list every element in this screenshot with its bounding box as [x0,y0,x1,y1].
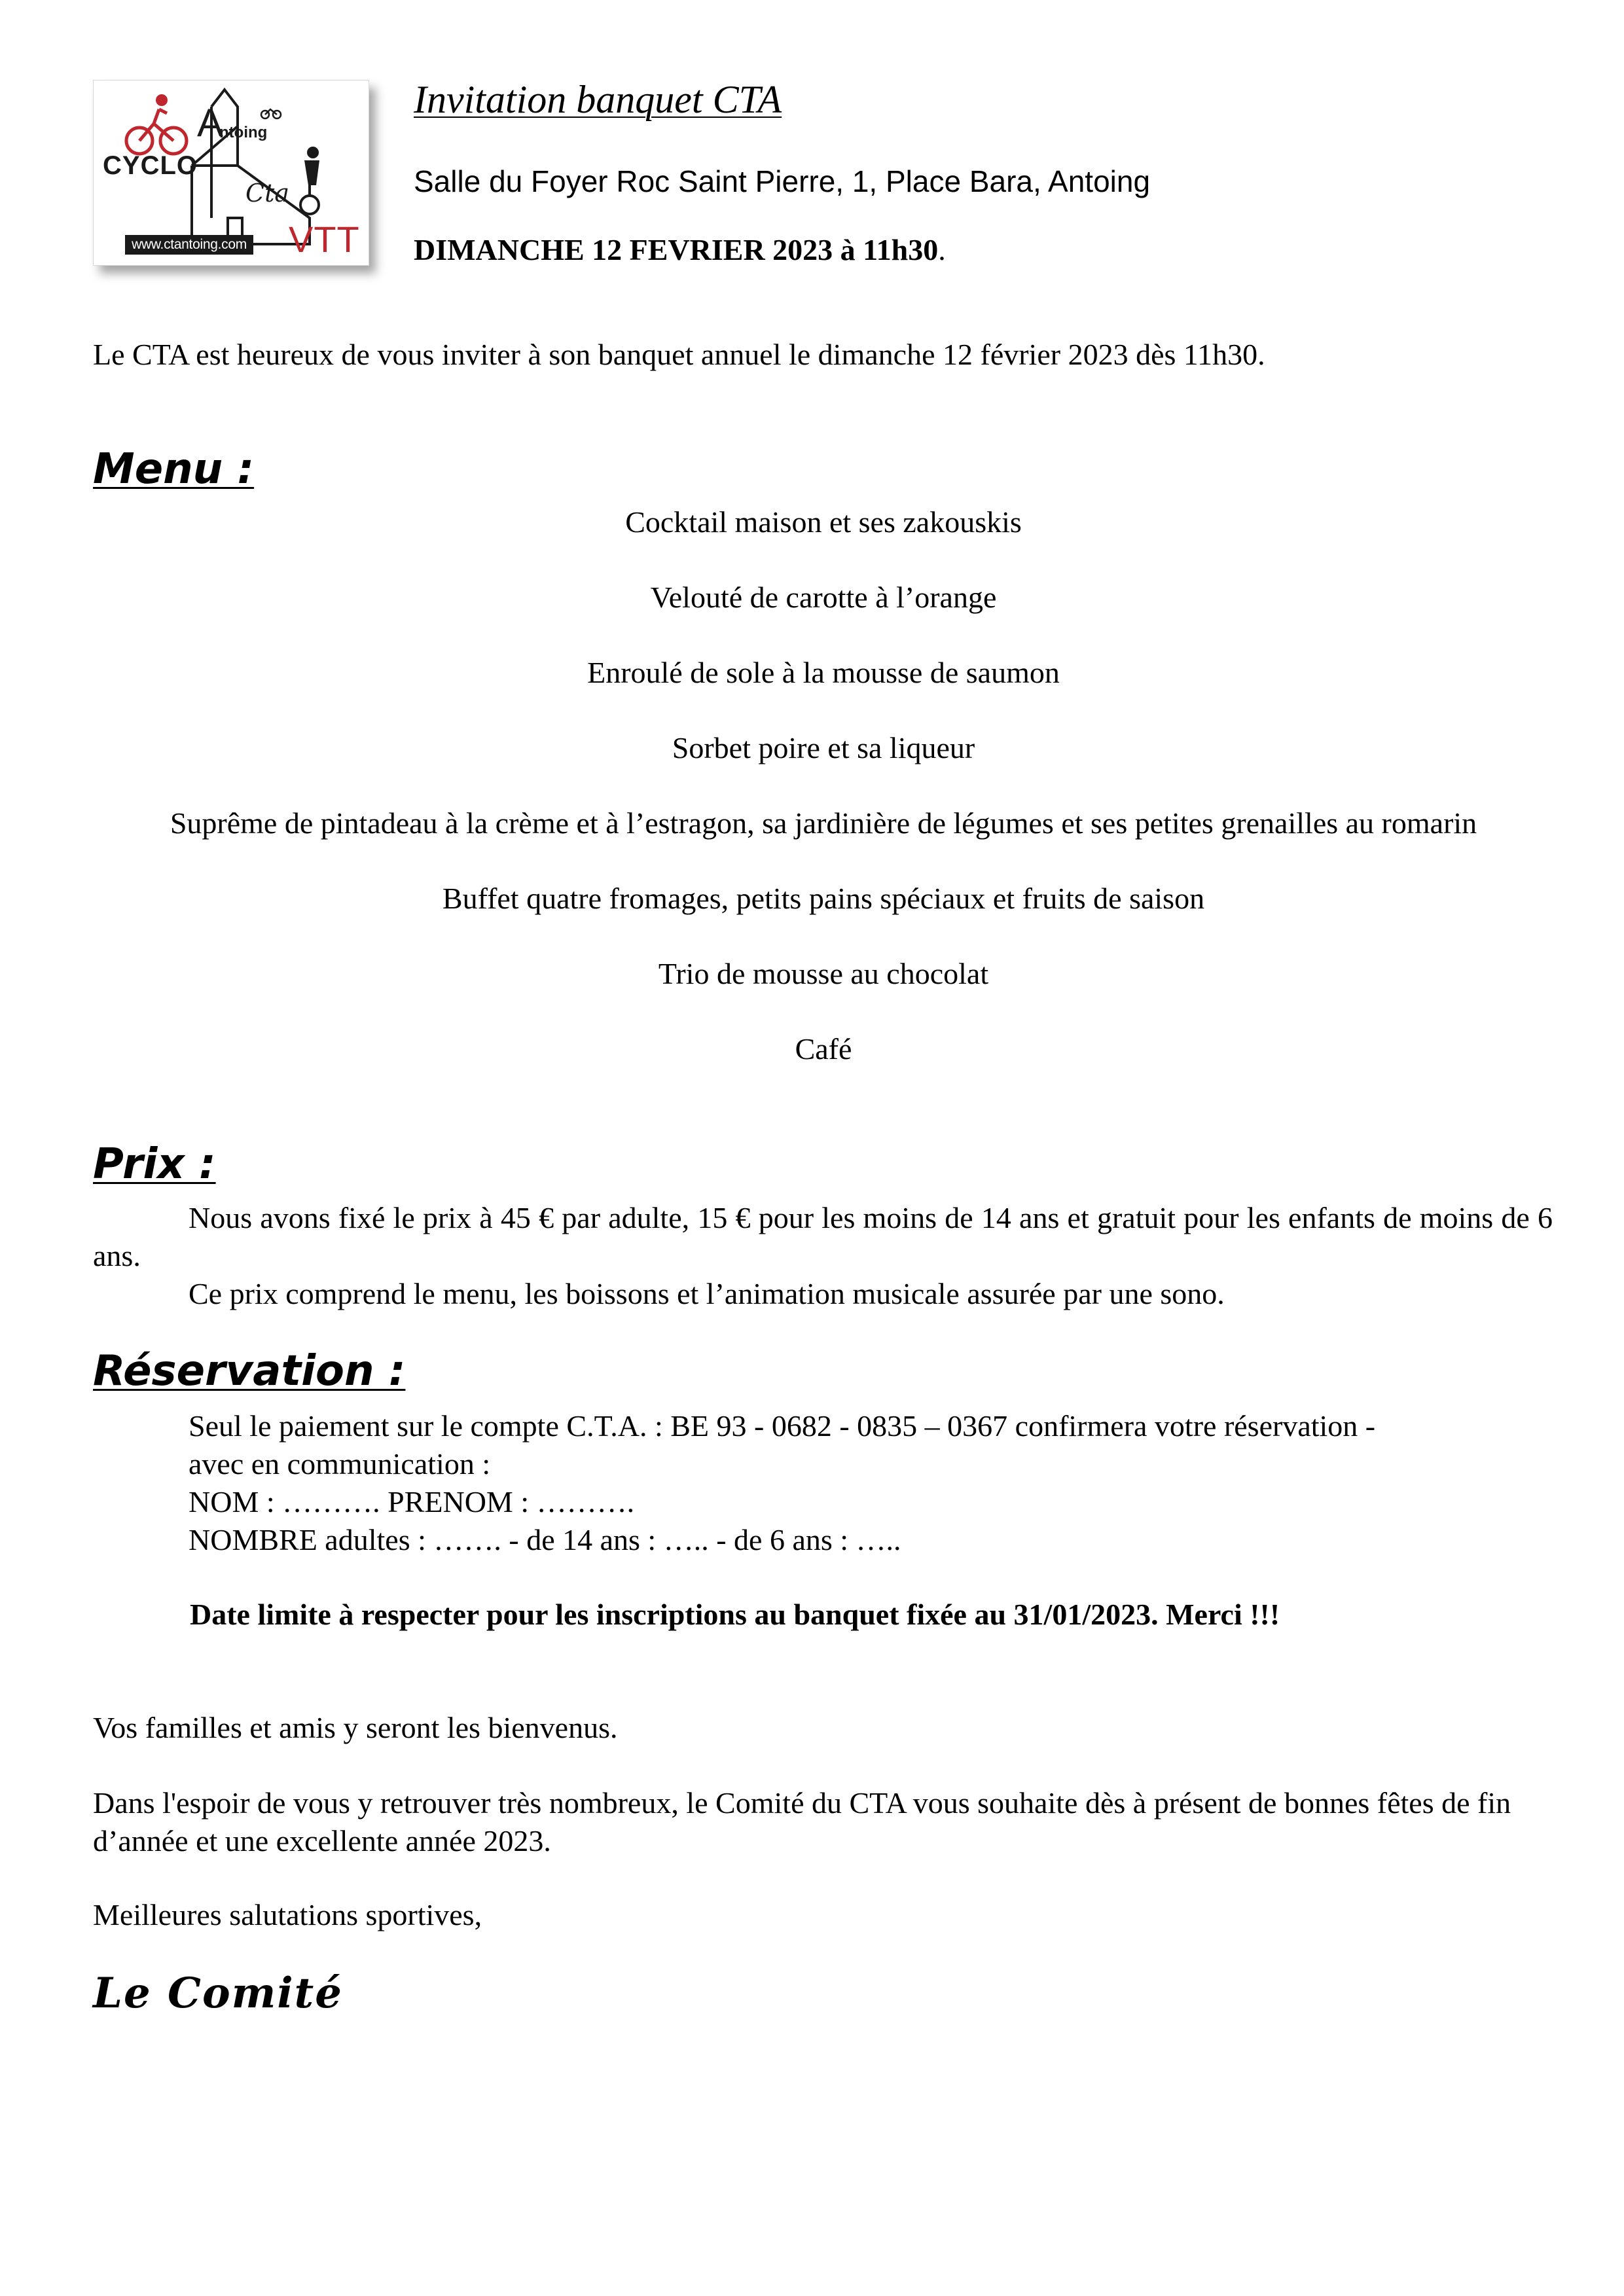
logo-letter-a: A [197,101,224,145]
prix-heading: Prix : [93,1140,216,1189]
deadline-notice: Date limite à respecter pour les inscriptions au banquet fixée au 31/01/2023. Merci !!! [190,1598,1280,1631]
menu-item: Suprême de pintadeau à la crème et à l’estragon, sa jardinière de légumes et ses petites grenailles au romarin [170,806,1477,840]
prix-paragraph: Nous avons fixé le prix à 45 € par adulte, 15 € pour les moins de 14 ans et gratuit pour les enfants de moins de 6 ans. [93,1201,1553,1272]
signature: Le Comité [93,1969,343,2018]
menu-item: Trio de mousse au chocolat [658,957,989,990]
menu-item: Sorbet poire et sa liqueur [672,731,975,764]
logo-town-text: ntoing [219,124,268,141]
communication-line: avec en communication : [189,1447,491,1480]
intro-paragraph: Le CTA est heureux de vous inviter à son banquet annuel le dimanche 12 février 2023 dès 11h30. [93,338,1265,371]
wishes-paragraph: Dans l'espoir de vous y retrouver très nombreux, le Comité du CTA vous souhaite dès à présent de bonnes fêtes de fin d’année et une excellente année 2023. [93,1786,1511,1857]
event-date-period: . [938,233,946,266]
welcome-line: Vos familles et amis y seront les bienvenus. [93,1711,618,1744]
payment-account-line: Seul le paiement sur le compte C.T.A. : BE 93 - 0682 - 0835 – 0367 confirmera votre réservation - [189,1409,1376,1443]
logo-url-text: www.ctantoing.com [125,235,253,255]
event-date [414,232,946,267]
event-date-text: DIMANCHE 12 FEVRIER 2023 à 11h30 [414,233,939,266]
logo-cta-text: Cta [245,179,290,207]
club-logo [93,80,369,266]
menu-item: Buffet quatre fromages, petits pains spéciaux et fruits de saison [442,882,1205,915]
closing-salutation: Meilleures salutations sportives, [93,1898,482,1931]
name-line: NOM : ………. PRENOM : ………. [189,1485,635,1518]
menu-heading: Menu : [93,445,255,493]
logo-vtt-text: VTT [289,219,360,260]
invitation-title: Invitation banquet CTA [414,78,782,121]
logo-cyclo-text: CYCLO [103,151,198,180]
reservation-section [189,1407,1530,1559]
menu-item: Café [795,1032,852,1066]
menu-item: Enroulé de sole à la mousse de saumon [587,656,1060,689]
menu-list [93,504,1554,1106]
reservation-heading: Réservation : [93,1347,406,1395]
prix-includes: Ce prix comprend le menu, les boissons et l’animation musicale assurée par une sono. [189,1277,1225,1310]
prix-section [93,1199,1553,1313]
venue-address: Salle du Foyer Roc Saint Pierre, 1, Place Bara, Antoing [414,164,1151,198]
menu-item: Velouté de carotte à l’orange [650,581,997,614]
menu-item: Cocktail maison et ses zakouskis [625,505,1022,539]
count-line: NOMBRE adultes : ……. - de 14 ans : ….. - de 6 ans : ….. [189,1523,901,1556]
